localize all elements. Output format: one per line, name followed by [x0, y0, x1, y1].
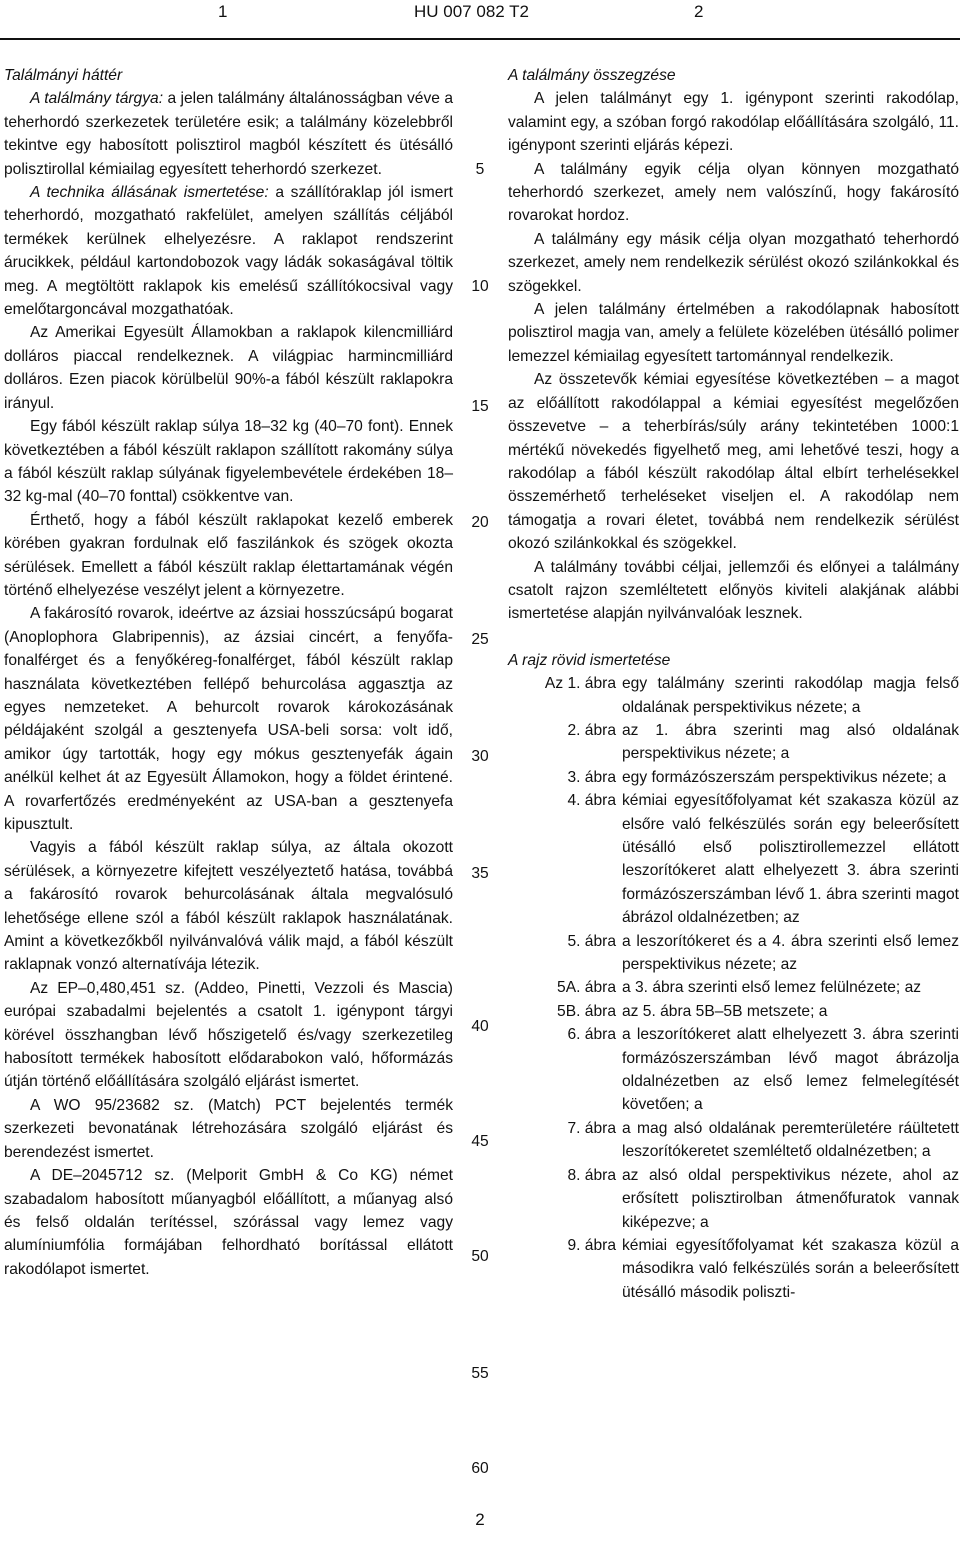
document-id: HU 007 082 T2 [414, 2, 529, 21]
figure-item [508, 1023, 959, 1117]
paragraph: A találmány egyik célja olyan könnyen mozgatható teherhordó szerkezet, amely nem valószínű, hogy fakárosító rovarokat hordoz. [508, 160, 959, 225]
background-heading: Találmányi háttér [4, 67, 123, 84]
line-number: 55 [471, 1365, 489, 1382]
figure-item [508, 719, 959, 766]
line-number: 50 [471, 1248, 489, 1265]
figure-label: 8. ábra [567, 1166, 616, 1184]
figure-label: 9. ábra [567, 1236, 616, 1254]
paragraph: Érthető, hogy a fából készült raklapokat kezelő emberek körében gyakran fordulnak elő faszilánkok és szögek okozta sérülések. Emellett a fából készült raklap élettartamának végén történő elhelyezése veszélyt jelent a környezetre. [4, 511, 453, 599]
paragraph-lead: A találmány tárgya: [30, 90, 164, 108]
paragraph: Az összetevők kémiai egyesítése következtében – a magot az előállított rakodólappal a kémiai egyesítést megelőzően összevetve – a teherbírás/súly arány tekintetében 1000:1 mértékű növekedés figyelhető meg, ami lehetővé teszi, hogy a rakodólap a fából készült rakodólap által elbírt terhelésekkel összemérhető terheléseket viseljen el. A rakodólap nem támogatja a rovari életet, továbbá nem rendelkezik sérülést okozó szilánkokkal és szögekkel. [508, 371, 959, 553]
figure-label: 3. ábra [567, 768, 616, 786]
line-number: 5 [475, 161, 485, 178]
header-rule [0, 38, 960, 40]
figure-label: 5A. ábra [557, 979, 616, 997]
figure-description: az 5. ábra 5B–5B metszete; a [622, 1002, 828, 1020]
figure-label: 6. ábra [567, 1026, 616, 1044]
right-page-number: 2 [694, 2, 704, 21]
paragraph: A jelen találmányt egy 1. igénypont szerinti rakodólap, valamint egy, a szóban forgó rakodólap előállítására szolgáló, 11. igénypont szerinti eljárás képezi. [508, 90, 959, 155]
figure-description: kémiai egyesítőfolyamat két szakasza közül az elsőre való felkészülés során egy beleerősített ütésálló első polisztirollemezzel ellátott leszorítókeret alatt elhelyezett 3. ábra szerinti formázószerszámban lévő 1. ábra szerinti magot ábrázol oldalnézetben; az [622, 792, 959, 927]
line-number: 25 [471, 631, 489, 648]
paragraph: A WO 95/23682 sz. (Match) PCT bejelentés termék szerkezeti bevonatának létrehozására szolgáló eljárást és berendezést ismertet. [4, 1096, 453, 1161]
paragraph: A jelen találmány értelmében a rakodólapnak habosított polisztirol magja van, amely a felülete közelében ütésálló polimer lemezzel kémiailag egyesített tartománnyal rendelkezik. [508, 301, 959, 365]
figure-list [508, 672, 959, 1304]
figure-item [508, 672, 959, 719]
paragraph [4, 181, 453, 321]
paragraph: Az Amerikai Egyesült Államokban a raklapok kilencmilliárd dolláros piaccal rendelkeznek. A világpiac harmincmilliárd dolláros. Ezen piacok körülbelül 90%-a fából készült raklapokra irányul. [4, 324, 453, 412]
figure-label: 5. ábra [567, 932, 616, 950]
line-number: 10 [471, 278, 489, 295]
page-footer-number: 2 [475, 1510, 485, 1529]
figure-label: 7. ábra [567, 1119, 616, 1137]
paragraph [4, 87, 453, 181]
summary-heading: A találmány összegzése [508, 67, 676, 84]
figure-description: egy találmány szerinti rakodólap magja felső oldalának perspektivikus nézete; a [622, 675, 959, 716]
figure-item [508, 1000, 959, 1023]
figure-description: a leszorítókeret és a 4. ábra szerinti első lemez perspektivikus nézete; az [622, 932, 959, 974]
paragraph: Vagyis a fából készült raklap súlya, az általa okozott sérülések, a környezetre kifejtett veszélyeztető hatása, továbbá a fakárosító rovarok behurcolásának általa megvalósuló lehetősége ellene szól a fából készült raklapok használatának. Amint a következőkből nyilvánvalóvá válik majd, a fából készült raklapnak vonzó alternatívája létezik. [4, 839, 453, 974]
spacer [508, 626, 959, 649]
line-number: 20 [471, 514, 489, 531]
paragraph: A DE–2045712 sz. (Melporit GmbH & Co KG) német szabadalom habosított műanyagból előállított, a műanyag alsó és felső oldalán terítéssel, szórással vagy lemez vagy alumíniumfólia formájában felhordható borítással ellátott rakodólapot ismertet. [4, 1167, 453, 1278]
paragraph: Egy fából készült raklap súlya 18–32 kg (40–70 font). Ennek következtében a fából készült raklapon szállított rakomány súlya a fából készült raklap súlyának figyelembevétele érdekében 18–32 kg-mal (40–70 fonttal) csökkentve van. [4, 418, 453, 506]
paragraph: A találmány egy másik célja olyan mozgatható teherhordó szerkezet, amely nem rendelkezik sérülést okozó szilánkokkal és szögekkel. [508, 230, 959, 295]
left-page-number: 1 [218, 2, 228, 21]
figure-label: 4. ábra [567, 792, 616, 810]
figure-description: a mag alsó oldalának peremterületére ráültetett leszorítókeretet szemléltető oldalnézetben; a [622, 1119, 959, 1161]
figure-description: a leszorítókeret alatt elhelyezett 3. ábra szerinti formázószerszámban lévő magot ábrázolja oldalnézetben az első lemez felmelegítését követően; a [622, 1026, 959, 1114]
figure-item [508, 1164, 959, 1234]
line-number: 60 [471, 1460, 489, 1477]
figure-description: a 3. ábra szerinti első lemez felülnézete; az [622, 979, 922, 997]
paragraph-text: a szállítóraklap jól ismert teherhordó, mozgatható rakfelület, amelyen szállítás céljából termékek kerülnek elhelyezésre. A raklapot rendszerint árucikkek, például kartondobozok vagy ládák sokaságával töltik meg. A megtöltött raklapok kis emelésű szállítókocsival vagy emelőtargoncával mozgathatóak. [4, 184, 453, 319]
paragraph-text: a jelen találmány általánosságban véve a teherhordó szerkezetek területére esik; a találmány közelebbről tekintve egy habosított polisztirol magból készített és ütésálló polisztirollal kémiailag egyesített teherhordó szerkezet. [4, 90, 453, 178]
figure-item [508, 930, 959, 977]
figure-description: az alsó oldal perspektivikus nézete, ahol az erősített polisztirolban átmenőfuratok vannak kiképezve; a [622, 1166, 959, 1231]
figure-item [508, 766, 959, 789]
figure-item [508, 789, 959, 929]
paragraph-lead: A technika állásának ismertetése: [30, 184, 269, 202]
page-header [0, 0, 960, 40]
line-number: 35 [471, 865, 489, 882]
figure-item [508, 976, 959, 999]
line-number: 45 [471, 1133, 489, 1150]
drawings-heading: A rajz rövid ismertetése [508, 651, 671, 669]
line-number: 15 [471, 398, 489, 415]
paragraph: Az EP–0,480,451 sz. (Addeo, Pinetti, Vezzoli és Mascia) európai szabadalmi bejelentés a csatolt 1. igénypont tárgyi körével összhangban lévő hőszigetelő és/vagy szerkezetileg habosított termékek habosított elődarabokon való, hőformázás útján történő előállítására szolgáló eljárást ismertet. [4, 979, 453, 1091]
figure-label: Az 1. ábra [544, 675, 616, 693]
figure-item [508, 1234, 959, 1304]
figure-item [508, 1117, 959, 1164]
figure-description: egy formázószerszám perspektivikus nézete; a [622, 768, 947, 786]
line-number: 30 [471, 748, 489, 765]
figure-description: az 1. ábra szerinti mag alsó oldalának perspektivikus nézete; a [622, 721, 959, 763]
figure-label: 5B. ábra [557, 1002, 616, 1020]
right-column [508, 64, 959, 1304]
left-column [4, 64, 453, 1281]
paragraph: A találmány további céljai, jellemzői és előnyei a találmány csatolt rajzon szemléltetett előnyös kiviteli alakjának alábbi ismertetése alapján nyilvánvalóak lesznek. [508, 558, 959, 623]
paragraph: A fakárosító rovarok, ideértve az ázsiai hosszúcsápú bogarat (Anoplophora Glabripennis), az ázsiai cincért, a fenyőfa-fonalférget és a fenyőkéreg-fonalférget, fából készült raklap használata következtében fellépő behurcolása aggasztja az egyes nemzeteket. A behurcolt rovarok károkozásának példájaként szolgál a gesztenyefa USA-beli sorsa: volt idő, amikor úgy tartották, hogy egy mókus gesztenyefák ágain anélkül kelhet át az Egyesült Államokon, hogy a földet érintené. A rovarfertőzés eredményeként az USA-ban a gesztenyefa kipusztult. [4, 605, 453, 833]
figure-description: kémiai egyesítőfolyamat két szakasza közül a másodikra való felkészülés során a beleerősített ütésálló második poliszti- [622, 1236, 959, 1301]
figure-label: 2. ábra [567, 721, 616, 739]
line-number: 40 [471, 1018, 489, 1035]
